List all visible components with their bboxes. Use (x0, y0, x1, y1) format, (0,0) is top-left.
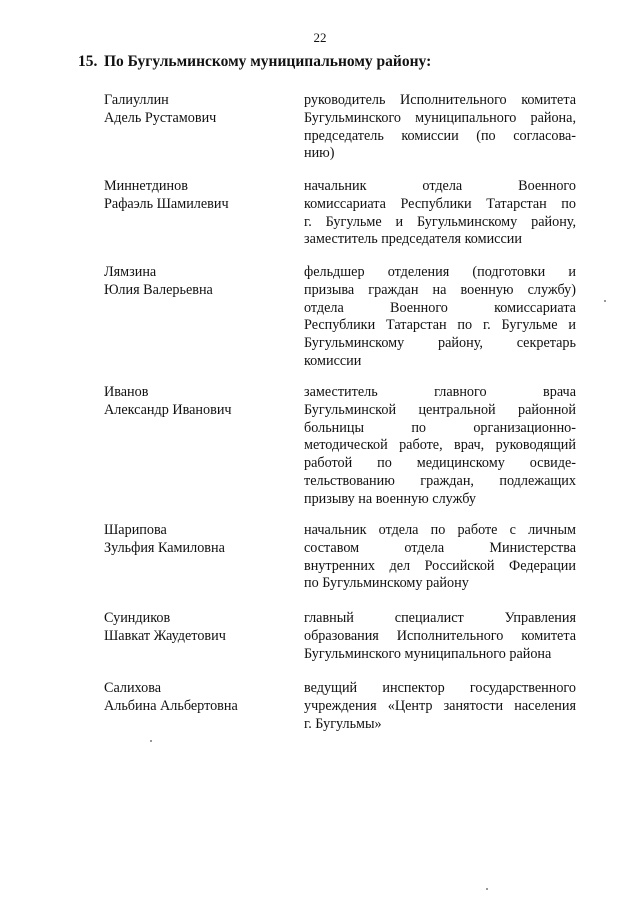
member-role-line: работой по медицинскому освиде- (304, 455, 576, 472)
member-given-name: Александр Иванович (104, 401, 232, 418)
member-role-line: отдела Военного комиссариата (304, 299, 576, 316)
member-role-line: составом отдела Министерства (304, 539, 576, 556)
member-surname: Шарипова (104, 522, 167, 538)
member-role-line: комиссии (304, 352, 362, 369)
member-given-name: Юлия Валерьевна (104, 281, 213, 298)
member-given-name: Зульфия Камиловна (104, 539, 225, 556)
member-role (304, 92, 576, 163)
member-role-line: Бугульминского муниципального района, (304, 109, 576, 126)
section-heading (78, 53, 431, 71)
member-role-line: заместитель главного врача (304, 384, 576, 400)
member-role-line: председатель комиссии (по согласова- (304, 127, 576, 144)
scan-speck (150, 740, 152, 742)
member-role-line: методической работе, врач, руководящий (304, 437, 576, 454)
member-role-line: Республики Татарстан по г. Бугульме и (304, 317, 576, 334)
member-role-line: больницы по организационно- (304, 419, 576, 436)
member-name (104, 264, 294, 300)
member-role-line: Бугульминской центральной районной (304, 401, 576, 418)
member-role-line: начальник отдела по работе с личным (304, 522, 576, 538)
member-role-line: г. Бугульме и Бугульминскому району, (304, 213, 576, 230)
member-role-line: г. Бугульмы» (304, 715, 382, 732)
member-role-line: комиссариата Республики Татарстан по (304, 195, 576, 212)
member-role-line: главный специалист Управления (304, 610, 576, 626)
section-title-text: По Бугульминскому муниципальному району: (104, 53, 432, 70)
member-role-line: руководитель Исполнительного комитета (304, 92, 576, 108)
member-name (104, 178, 294, 214)
member-name (104, 610, 294, 646)
member-name (104, 522, 294, 558)
member-role-line: нию) (304, 145, 335, 162)
member-role (304, 680, 576, 733)
member-role-line: заместитель председателя комиссии (304, 231, 522, 248)
member-role (304, 522, 576, 593)
member-role-line: фельдшер отделения (подготовки и (304, 264, 576, 280)
scan-speck (486, 888, 488, 890)
member-name (104, 92, 294, 128)
member-role-line: начальник отдела Военного (304, 178, 576, 194)
member-role (304, 178, 576, 249)
member-surname: Суиндиков (104, 610, 171, 626)
member-surname: Галиуллин (104, 92, 169, 108)
member-role-line: Бугульминского муниципального района (304, 645, 552, 662)
member-role (304, 264, 576, 371)
member-role (304, 384, 576, 509)
member-surname: Салихова (104, 680, 162, 696)
section-number: 15. (78, 53, 98, 70)
member-surname: Лямзина (104, 264, 157, 280)
member-role-line: призыва граждан на военную службу) (304, 281, 576, 298)
member-surname: Миннетдинов (104, 178, 188, 194)
member-role-line: ведущий инспектор государственного (304, 680, 576, 696)
member-name (104, 384, 294, 420)
member-given-name: Адель Рустамович (104, 109, 217, 126)
member-role (304, 610, 576, 663)
member-surname: Иванов (104, 384, 149, 400)
member-role-line: учреждения «Центр занятости населения (304, 697, 576, 714)
member-role-line: Бугульминскому району, секретарь (304, 335, 576, 352)
member-given-name: Шавкат Жаудетович (104, 627, 226, 644)
scan-speck (604, 300, 606, 302)
member-role-line: образования Исполнительного комитета (304, 627, 576, 644)
member-role-line: тельствованию граждан, подлежащих (304, 472, 576, 489)
member-given-name: Рафаэль Шамилевич (104, 195, 229, 212)
page-number: 22 (313, 30, 327, 45)
member-role-line: призыву на военную службу (304, 490, 476, 507)
member-role-line: по Бугульминскому району (304, 575, 469, 592)
member-role-line: внутренних дел Российской Федерации (304, 557, 576, 574)
member-given-name: Альбина Альбертовна (104, 697, 238, 714)
member-name (104, 680, 294, 716)
